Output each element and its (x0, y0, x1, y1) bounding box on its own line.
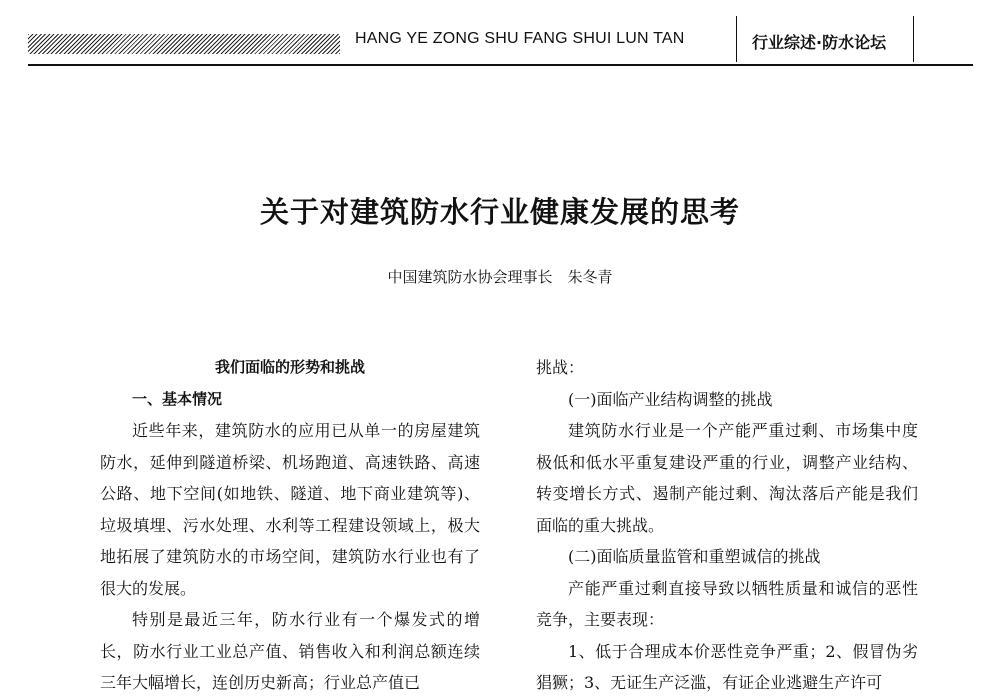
subheading-basic-situation: 一、基本情况 (132, 389, 223, 408)
paragraph: 近些年来，建筑防水的应用已从单一的房屋建筑防水，延伸到隧道桥梁、机场跑道、高速铁路、高速公路、地下空间(如地铁、隧道、地下商业建筑等)、垃圾填埋、污水处理、水利等工程建设领域上，极大地拓展了建筑防水的市场空间，建筑防水行业也有了很大的发展。 (100, 421, 480, 598)
header-hatch-bar (28, 34, 340, 54)
section-heading: 我们面临的形势和挑战 (214, 358, 365, 376)
running-title: HANG YE ZONG SHU FANG SHUI LUN TAN (355, 30, 685, 47)
header-rule (28, 64, 973, 66)
lead-line: 挑战： (536, 358, 585, 377)
subheading-structure-challenge: (一)面临产业结构调整的挑战 (568, 389, 773, 409)
paragraph: 特别是最近三年，防水行业有一个爆发式的增长，防水行业工业总产值、销售收入和利润总额连续三年大幅增长，连创历史新高；行业总产值已 (100, 610, 480, 692)
paragraph: 产能严重过剩直接导致以牺牲质量和诚信的恶性竞争，主要表现： (536, 578, 918, 629)
left-column (100, 352, 480, 699)
right-column (536, 352, 918, 699)
section-label: 行业综述·防水论坛 (752, 33, 887, 52)
article-author: 中国建筑防水协会理事长 朱冬青 (387, 268, 613, 286)
subheading-quality-challenge: (二)面临质量监管和重塑诚信的挑战 (568, 547, 821, 566)
page-header (0, 0, 1000, 70)
paragraph: 1、低于合理成本价恶性竞争严重；2、假冒伪劣猖獗；3、无证生产泛滥，有证企业逃避生产许可 (536, 641, 918, 692)
header-divider-right (913, 16, 914, 62)
header-divider (736, 16, 737, 62)
paragraph: 建筑防水行业是一个产能严重过剩、市场集中度极低和低水平重复建设严重的行业，调整产业结构、转变增长方式、遏制产能过剩、淘汰落后产能是我们面临的重大挑战。 (536, 421, 918, 535)
article-title: 关于对建筑防水行业健康发展的思考 (259, 195, 740, 229)
